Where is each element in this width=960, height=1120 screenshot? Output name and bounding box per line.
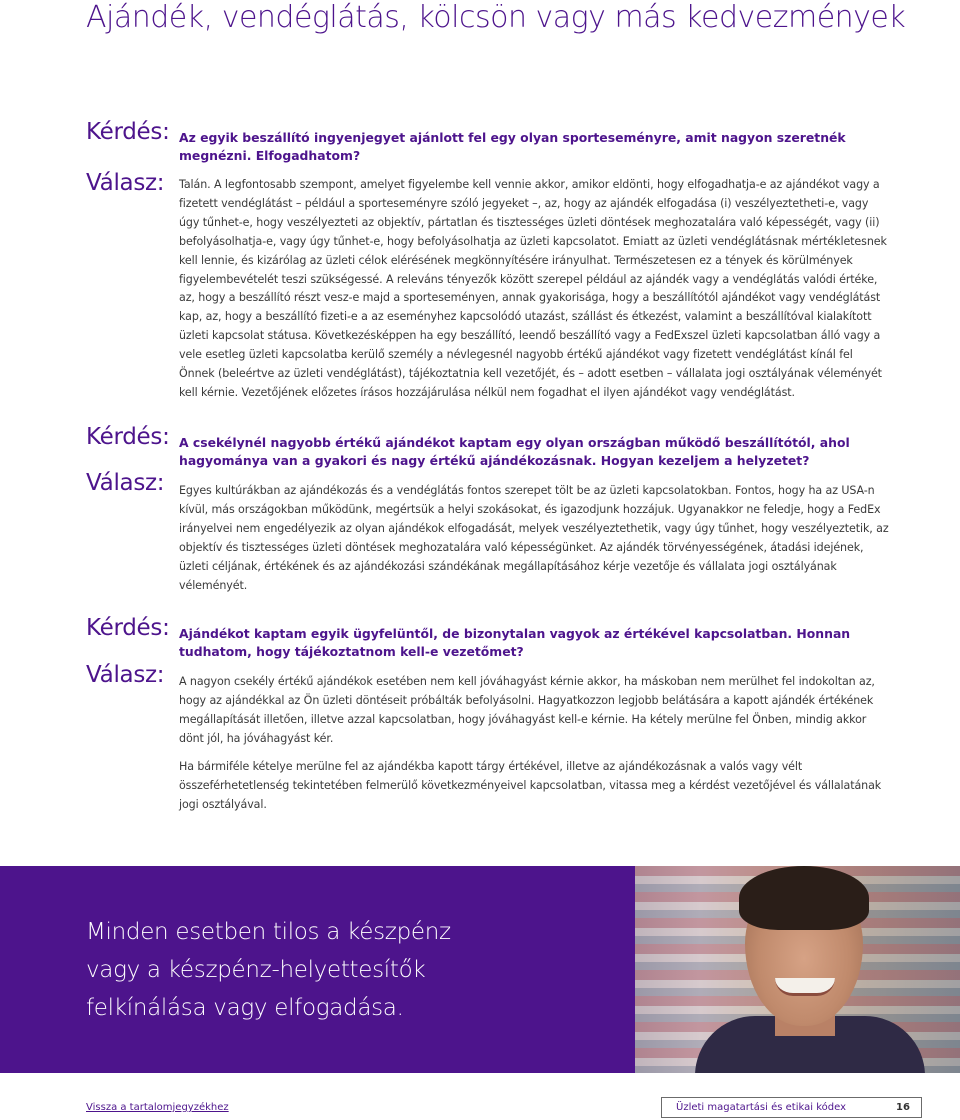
back-to-contents-link[interactable]: Vissza a tartalomjegyzékhez [86,1102,229,1113]
quote-banner [0,866,960,1073]
question-label: Kérdés: [86,424,170,450]
person-photo [635,866,960,1073]
answer-label: Válasz: [86,470,165,496]
page-number: 16 [896,1102,910,1113]
question-text: Ajándékot kaptam egyik ügyfelüntől, de bizonytalan vagyok az értékével kapcsolatban. Honnan tudhatom, hogy tájékoztatnom kell-e vezetőmet? [179,626,851,659]
answer-text: Talán. A legfontosabb szempont, amelyet figyelembe kell vennie akkor, amikor eldönti, hogy elfogadhatja-e az ajándékot vagy a fizetett vendéglátást – például a sporteseményre szóló jegyeket –, az, hogy az ajándék elfogadása (i) veszélyeztetheti-e, vagy úgy tűnhet-e, hogy veszélyezteti az objektív, pártatlan és tisztességes üzleti döntések meghozatalára való képességét, vagy (ii) befolyásolhatja-e, vagy úgy tűnhet-e, hogy befolyásolhatja az üzleti kapcsolatot. Emiatt az üzleti vendéglátásnak mértékletesnek kell lennie, és kizárólag az üzleti célok elérésének megkönnyítésére irányulhat. Természetesen ez a tények és körülmények figyelembevételét teszi szükségessé. A releváns tényezők között szerepel például az ajándék vagy a vendéglátás valódi értéke, az, hogy a beszállító részt vesz-e majd a sporteseményen, annak gyakorisága, hogy a beszállítótól ajándékot vagy vendéglátást kap, az, hogy a beszállító fizeti-e a az eseményhez kapcsolódó utazást, szállást és étkezést, valamint a beszállítóval kialakított üzleti kapcsolat státusa. Következésképpen ha egy beszállító, leendő beszállító vagy a FedExszel üzleti kapcsolatban álló vagy a vele esetleg üzleti kapcsolatba kerülő személy a névlegesnél nagyobb értékű ajándékot vagy fizetett vendéglátást kínál fel Önnek (beleértve az üzleti vendéglátást), tájékoztatnia kell vezetőjét, és – adott esetben – vállalata jogi osztályának véleményét kell kérnie. Vezetőjének előzetes írásos hozzájárulása nélkül nem fogadhat el ilyen ajándékot vagy vendéglátást. [179,178,887,399]
answer-label: Válasz: [86,170,165,196]
question-text: A csekélynél nagyobb értékű ajándékot kaptam egy olyan országban működő beszállítótól, ahol hagyományа van a gyakori és nagy értékű ajándékozásnak. Hogyan kezeljem a helyzetet? [179,435,850,468]
answer-text: Ha bármiféle kételye merülne fel az ajándékba kapott tárgy értékével, illetve az ajándékozásnak a valós vagy vélt összeférhetetlenség tekintetében felmerülő következményeivel kapcsolatban, vitassa meg a kérdést vezetőjével és vállalatának jogi osztályával. [179,760,882,811]
question-label: Kérdés: [86,615,170,641]
page-title: Ajándék, vendéglátás, kölcsön vagy más kedvezmények [86,0,906,35]
banner-text: Minden esetben tilos a készpénz vagy a készpénz-helyettesítők felkínálása vagy elfogadása. [86,919,451,1021]
question-text: Az egyik beszállító ingyenjegyet ajánlott fel egy olyan sporteseményre, amit nagyon szeretnék megnézni. Elfogadhatom? [179,130,846,163]
answer-label: Válasz: [86,662,165,688]
question-label: Kérdés: [86,119,170,145]
answer-text: A nagyon csekély értékű ajándékok esetében nem kell jóváhagyást kérnie akkor, ha máskoban nem merülhet fel indokoltan az, hogy az ajándékkal az Ön üzleti döntéseit próbálták befolyásolni. Hagyatkozzon legjobb belátására a kapott ajándék értékének megállapítását illetően, illetve azzal kapcsolatban, hogy jóváhagyást kell-e kérnie. Ha kétely merülne fel Önben, mindig akkor dönt jól, ha jóváhagyást kér. [179,675,875,745]
footer-box [661,1097,922,1118]
answer-text: Egyes kultúrákban az ajándékozás és a vendéglátás fontos szerepet tölt be az üzleti kapcsolatokban. Fontos, hogy ha az USA-n kívül, más országokban működünk, megértsük a helyi szokásokat, és igazodjunk hozzájuk. Ugyanakkor ne feledje, hogy a FedEx irányelvei nem engedélyezik az olyan ajándékok elfogadását, melyek veszélyeztethetik, vagy úgy tűnhet, hogy veszélyeztetik, az objektív és tisztességes üzleti döntések meghozatalára való képességünket. Az ajándék törvényességének, átadási idejének, üzleti céljának, értékének és az ajándékozási szándékának megállapításához kérje vezetője és vállalata jogi osztályának véleményét. [179,484,889,592]
document-title: Üzleti magatartási és etikai kódex [676,1102,846,1113]
